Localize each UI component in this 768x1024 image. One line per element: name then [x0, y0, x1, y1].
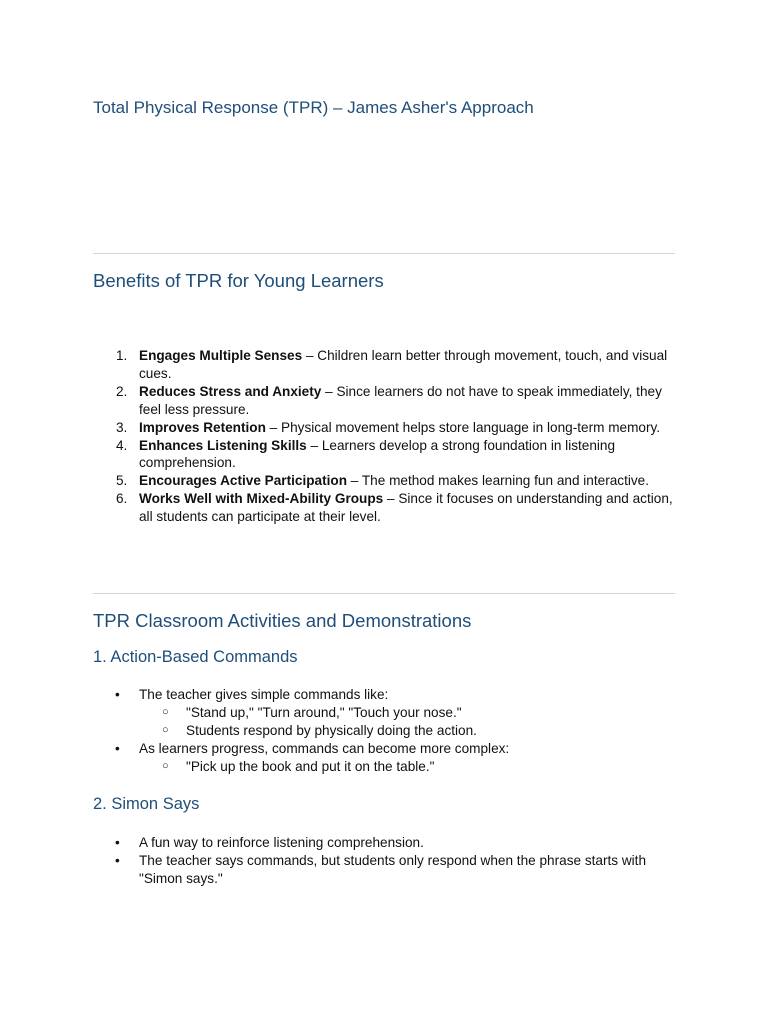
simon-says-list — [93, 834, 675, 888]
list-item — [93, 472, 675, 490]
list-number: 2. — [116, 383, 128, 399]
sub-list-item-text: Students respond by physically doing the action. — [186, 722, 477, 738]
list-number: 4. — [116, 437, 128, 453]
list-item — [93, 419, 675, 437]
benefit-term: Works Well with Mixed-Ability Groups — [139, 491, 384, 507]
list-number: 3. — [116, 419, 128, 435]
sub-list-item-text: "Pick up the book and put it on the table." — [186, 758, 435, 774]
benefit-term: Enhances Listening Skills — [139, 437, 307, 453]
circle-bullet-icon: ○ — [162, 705, 169, 718]
list-item-text: As learners progress, commands can become more complex: — [139, 740, 510, 756]
benefit-description: – Children learn better through movement, touch, and visual cues. — [139, 348, 668, 381]
list-item — [93, 383, 675, 419]
bullet-icon: • — [115, 835, 120, 850]
list-number: 5. — [116, 473, 128, 489]
sub-list — [139, 704, 675, 740]
simon-says-heading: 2. Simon Says — [93, 795, 200, 813]
benefit-description: – The method makes learning fun and interactive. — [347, 473, 650, 489]
benefits-heading: Benefits of TPR for Young Learners — [93, 270, 384, 291]
circle-bullet-icon: ○ — [162, 759, 169, 772]
sub-list-item-text: "Stand up," "Turn around," "Touch your nose." — [186, 704, 462, 720]
list-number: 6. — [116, 491, 128, 507]
benefit-term: Encourages Active Participation — [139, 473, 347, 489]
circle-bullet-icon: ○ — [162, 723, 169, 736]
list-item — [93, 834, 675, 852]
list-number: 1. — [116, 348, 128, 363]
section-divider — [93, 253, 675, 254]
list-item — [93, 347, 675, 383]
sub-list-item — [139, 722, 675, 740]
list-item-text: A fun way to reinforce listening comprehension. — [139, 835, 424, 850]
benefit-description: – Since it focuses on understanding and action, all students can participate at their level. — [139, 491, 673, 525]
list-item — [93, 437, 675, 473]
section-divider — [93, 593, 675, 594]
bullet-icon: • — [115, 852, 120, 868]
list-item — [93, 852, 675, 888]
activities-heading: TPR Classroom Activities and Demonstrations — [93, 610, 472, 631]
document-title: Total Physical Response (TPR) – James Asher's Approach — [93, 98, 534, 117]
sub-list — [139, 758, 675, 776]
benefit-description: – Since learners do not have to speak immediately, they feel less pressure. — [139, 383, 662, 417]
list-item-text: The teacher says commands, but students only respond when the phrase starts with "Simon says." — [139, 852, 647, 886]
bullet-icon: • — [115, 740, 120, 756]
benefit-description: – Physical movement helps store language in long-term memory. — [265, 419, 661, 435]
list-item — [93, 686, 675, 740]
list-item — [93, 490, 675, 526]
benefit-term: Engages Multiple Senses — [139, 348, 303, 363]
commands-list — [93, 686, 675, 776]
commands-heading: 1. Action-Based Commands — [93, 648, 298, 666]
bullet-icon: • — [115, 687, 120, 702]
benefit-term: Improves Retention — [139, 419, 266, 435]
benefit-description: – Learners develop a strong foundation in listening comprehension. — [139, 437, 616, 471]
benefits-list — [93, 347, 675, 526]
list-item-text: The teacher gives simple commands like: — [139, 687, 389, 702]
list-item — [93, 740, 675, 776]
sub-list-item — [139, 704, 675, 722]
sub-list-item — [139, 758, 675, 776]
benefit-term: Reduces Stress and Anxiety — [139, 383, 322, 399]
